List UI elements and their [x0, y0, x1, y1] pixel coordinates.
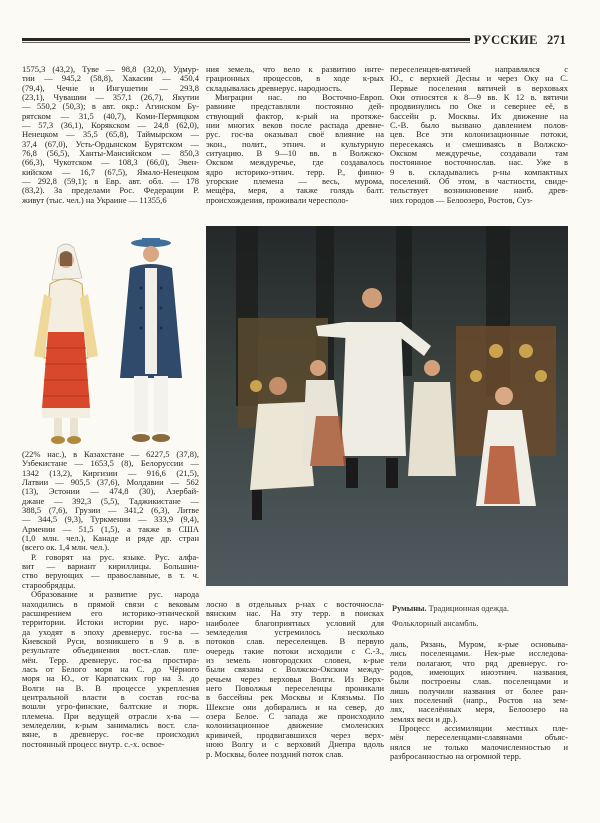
caption-text: Традиционная одежда.	[428, 604, 509, 613]
photo-caption	[392, 601, 509, 631]
text-line: ствующий фактор, к-рый на протяже-	[206, 111, 384, 121]
text-line: них городов — Белоозеро, Ростов, Суз-	[390, 195, 533, 205]
text-line: — 344,5 (9,3), Туркмении — 333,9 (9,4),	[22, 515, 199, 525]
text-line: Армении — 51,5 (1,5), а также в США	[22, 524, 199, 534]
text-line: С.-В. было вызвано давлением полов-	[390, 121, 568, 131]
header-rule-thin	[22, 42, 470, 43]
text-line: вянским нас. На эту терр. в поисках	[206, 609, 384, 619]
text-line: — 292,8 (59,1); в Евр. авт. обл. — 178	[22, 177, 199, 187]
text-line: 388,5 (7,6), Грузии — 341,2 (6,3), Литве	[22, 506, 199, 516]
text-line: ситуацию. В 9—10 вв. в Волжско-	[206, 149, 384, 159]
text-line: земледелия устремилось несколько	[206, 628, 384, 638]
column-middle-bottom	[206, 600, 384, 759]
text-line: озера Белое. С запада же происходило	[206, 712, 384, 722]
text-line: продвинулись по Оке и севернее её, в	[390, 102, 568, 112]
text-line: (23,1), Чувашии — 357,1 (26,7), Якутии	[22, 93, 199, 103]
text-line: мён переселенцами-славянами объяс-	[390, 733, 568, 743]
text-line: Образование и развитие рус. народа	[31, 590, 199, 600]
text-line: вяне, в древнерус. гос-ве происходил	[22, 730, 199, 740]
text-line: Ненецком — 35,5 (65,8), Таймырском —	[22, 130, 199, 140]
text-line: мещёра, меря, а также голядь балт.	[206, 186, 384, 196]
text-line: Шексне они добирались и на север, до	[206, 702, 384, 712]
text-line: были построены слав. поселенцами и	[390, 677, 568, 687]
text-line: были связаны с Волжско-Окским между-	[206, 665, 384, 675]
header-rule	[22, 38, 470, 41]
text-line: (22% нас.), в Казахстане — 6227,5 (37,8),	[22, 450, 199, 459]
text-line: тии — 945,2 (58,8), Хакасии — 450,4	[22, 74, 199, 84]
text-line: них поселений (напр., Ростов на зем-	[390, 696, 568, 706]
text-line: кривичей, продвигавшихся через верх-	[206, 730, 384, 740]
text-line: наиболее благоприятных условий для	[206, 618, 384, 628]
text-line: экон., полит., этнич. и культурную	[206, 139, 384, 149]
text-line: (79,4), Чечне и Ингушетии — 293,8	[22, 83, 199, 93]
text-line: ство верующих — православные, в т. ч.	[22, 571, 199, 581]
text-line: да уходят в эпоху древнерус. гос-ва —	[22, 627, 199, 637]
text-line: тельствует возникновение наиб. древ-	[390, 186, 568, 196]
text-line: очередь такие потоки исходили с С.-З.,	[206, 646, 384, 656]
text-line: (83,2). За пределами Рос. Федерации Р.	[22, 186, 199, 196]
text-line: нялся не только малочисленностью и	[390, 742, 568, 752]
text-line: 37,4 (67,0), Усть-Ордынском Бурятском —	[22, 139, 199, 149]
text-line: лась от Белого моря на С. до Чёрного	[22, 664, 199, 674]
text-line: Волги на В. В процессе укрепления	[22, 683, 199, 693]
text-line: находились в прямой связи с вековым	[22, 599, 199, 609]
text-line: (всего ок. 1,4 млн. чел.).	[22, 543, 110, 553]
text-line: племена. При ведущей отрасли х-ва —	[22, 711, 199, 721]
text-line: поселений. Об этом, в частности, свиде-	[390, 177, 568, 187]
text-line: — 550,2 (50,3); в авт. окр.: Агинском Бу-	[22, 102, 199, 112]
text-line: Процесс ассимиляции местных пле-	[399, 724, 568, 734]
text-line: пересекаясь и смешиваясь в Волжско-	[390, 139, 568, 149]
text-line: происхождения, проживали чересполо-	[206, 195, 349, 205]
text-line: нии многих веков после распада древне-	[206, 121, 384, 131]
text-line: ния земель, что вело к развитию инте-	[206, 65, 384, 74]
romanian-costume-illustration	[26, 238, 202, 448]
text-line: речьем через верховья Волги. Из Верх-	[206, 674, 384, 684]
text-line: джане — 392,3 (5,5), Таджикистане —	[22, 496, 199, 506]
text-line: вошли угро-финские, балтские и тюрк.	[22, 702, 199, 712]
text-line: территории. Истоки истории рус. наро-	[22, 618, 199, 628]
text-line: рятском — 31,5 (40,7), Коми-Пермяцком	[22, 111, 199, 121]
text-line: ядро историко-этнич. терр. Р., финно-	[206, 167, 384, 177]
text-line: тели полагают, что ряд древнерус. го-	[390, 658, 568, 668]
text-line: мён. Терр. древнерус. гос-ва простира-	[22, 655, 199, 665]
text-line: кийском — 16,7 (67,5), Ямало-Ненецком	[22, 167, 199, 177]
text-line: даль, Рязань, Муром, к-рые основыва-	[390, 640, 568, 649]
text-line: живут (тыс. чел.) на Украине — 11355,6	[22, 195, 167, 205]
text-line: моря на Ю., от Карпатских гор на З. до	[22, 674, 199, 684]
text-line: 1575,3 (43,2), Туве — 98,8 (32,0), Удмур-	[22, 65, 199, 74]
text-line: цев. Все эти колонизационные потоки,	[390, 130, 568, 140]
text-line: него Поволжья переселенцы проникали	[206, 684, 384, 694]
text-line: нюю Волгу и с верховий Днепра вдоль	[206, 740, 384, 750]
text-line: постоянный процесс внутр. с.-х. освое-	[22, 739, 165, 749]
text-line: земледелии, к-рым занимались вост. сла-	[22, 720, 199, 730]
text-line: Оки относятся к 8—9 вв. К 12 в. вятичи	[390, 93, 568, 103]
text-line: Р. говорят на рус. языке. Рус. алфа-	[31, 552, 199, 562]
text-line: вит — вариант кириллицы. Большин-	[22, 562, 199, 572]
page-number: 271	[547, 33, 566, 47]
text-line: в бассейны рек Москвы и Клязьмы. По	[206, 693, 384, 703]
column-right-bottom	[390, 640, 568, 761]
text-line: разбросанностью на огромной терр.	[390, 752, 521, 762]
text-line: равнине представляли постоянно дей-	[206, 102, 384, 112]
text-line: расширением его историко-этнической	[22, 608, 199, 618]
text-line: родов, имеющих иноэтнич. названия,	[390, 668, 568, 678]
text-line: р. Москвы, более поздний поток слав.	[206, 749, 344, 759]
text-line: — 57,3 (36,1), Корякском — 24,8 (62,0),	[22, 121, 199, 131]
text-line: (66,3), Чукотском — 108,3 (66,0), Эвен-	[22, 158, 199, 168]
text-line: бассейн р. Москвы. Их движение на	[390, 111, 568, 121]
text-line: Окском междуречье, где создавалось	[206, 158, 384, 168]
column-left-top	[22, 65, 199, 205]
text-line: рус. гос-ва оказывал своё влияние на	[206, 130, 384, 140]
text-line: лись поселенцами. Нек-рые исследова-	[390, 649, 568, 659]
text-line: (13), Эстонии — 474,8 (30), Азербай-	[22, 487, 199, 497]
running-head: РУССКИЕ	[474, 33, 538, 47]
text-line: результате объединения вост.-слав. пле-	[22, 646, 199, 656]
text-line: переселенцев-вятичей направлялся с	[390, 65, 568, 74]
text-line: грационных процессов, в ходе к-рых	[206, 74, 384, 84]
caption-line-2: Фольклорный ансамбль.	[392, 619, 479, 628]
text-line: 1342 (13,2), Киргизии — 916,6 (21,5),	[22, 468, 199, 478]
text-line: Латвии — 905,5 (37,6), Молдавии — 562	[22, 478, 199, 488]
text-line: центральной власти в состав гос-ва	[22, 692, 199, 702]
text-line: землях веси и др.).	[390, 714, 458, 724]
text-line: постоянное восточнослав. нас. Уже в	[390, 158, 568, 168]
text-line: 9 в. складывались р-ны компактных	[390, 167, 568, 177]
column-left-bottom	[22, 450, 199, 749]
text-line: колонизационное движение смоленских	[206, 721, 384, 731]
text-line: из земель новгородских словен, к-рые	[206, 656, 384, 666]
text-line: складывалась древнерус. народность.	[206, 83, 342, 93]
text-line: Узбекистане — 1653,5 (8), Белоруссии —	[22, 459, 199, 469]
text-line: старообрядцы.	[22, 580, 76, 590]
text-line: лишь получили названия от более ран-	[390, 686, 568, 696]
text-line: Киевской Руси, возникшего в 9 в. в	[22, 636, 199, 646]
column-middle-top	[206, 65, 384, 205]
column-right-top	[390, 65, 568, 205]
text-line: Миграции нас. по Восточно-Европ.	[215, 93, 384, 103]
text-line: потоков слав. переселенцев. В первую	[206, 637, 384, 647]
folk-ensemble-photo	[206, 226, 568, 586]
text-line: лосно в отдельных р-нах с восточносла-	[206, 600, 384, 609]
text-line: Первые поселения вятичей в верховьях	[390, 83, 568, 93]
text-line: Ю., с верхней Десны и через Оку на С.	[390, 74, 568, 84]
caption-line-1	[392, 601, 509, 616]
text-line: лях, населённых меря, Белоозеро на	[390, 705, 568, 715]
text-line: угорские племена — весь, мурома,	[206, 177, 384, 187]
text-line: (1,0 млн. чел.), Канаде и ряде др. стран	[22, 534, 199, 544]
caption-bold: Румыны.	[392, 604, 427, 613]
text-line: 76,8 (56,5), Ханты-Мансийском — 850,3	[22, 149, 199, 159]
text-line: Окском междуречье, создавали там	[390, 149, 568, 159]
